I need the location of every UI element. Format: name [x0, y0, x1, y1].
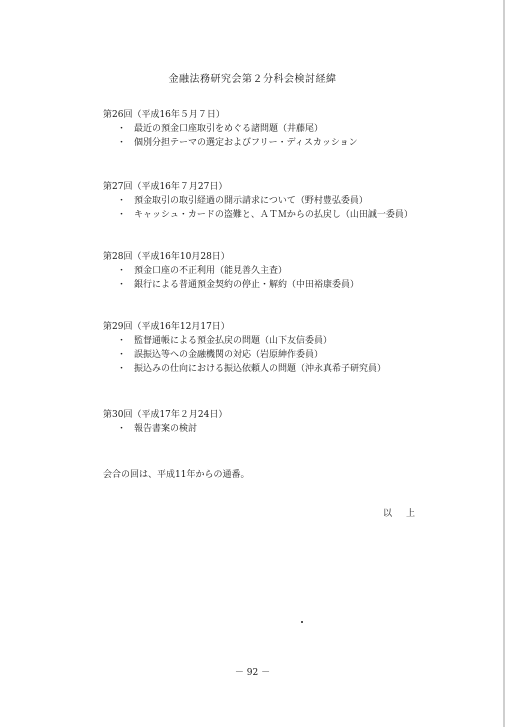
agenda-list — [103, 334, 433, 376]
bullet-mark: ・ — [117, 350, 127, 360]
agenda-item-text: キャッシュ・カードの盗難と、ＡＴＭからの払戻し（山田誠一委員） — [134, 210, 413, 220]
agenda-item-text: 報告書案の検討 — [134, 424, 198, 434]
meeting-heading: 第30回（平成17年２月24日） — [103, 410, 228, 420]
agenda-item — [103, 348, 433, 362]
bullet-mark: ・ — [117, 336, 127, 346]
closing-mark: 以上 — [383, 509, 430, 519]
agenda-item-text: 振込みの仕向における振込依頼人の問題（沖永真希子研究員） — [134, 364, 387, 374]
meeting-section-26 — [103, 108, 433, 150]
meeting-heading: 第29回（平成16年12月17日） — [103, 322, 230, 332]
agenda-list — [103, 264, 433, 292]
scan-speck — [301, 621, 303, 623]
agenda-list — [103, 122, 433, 150]
meeting-section-28 — [103, 250, 433, 292]
document-title: 金融法務研究会第２分科会検討経緯 — [168, 74, 337, 85]
meeting-section-29 — [103, 320, 433, 376]
agenda-item — [103, 208, 433, 222]
agenda-item — [103, 136, 433, 150]
agenda-item — [103, 334, 433, 348]
agenda-item-text: 最近の預金口座取引をめぐる諸問題（井藤尾） — [134, 124, 324, 134]
bullet-mark: ・ — [117, 124, 127, 134]
agenda-item-text: 監督通帳による預金払戻の問題（山下友信委員） — [134, 336, 333, 346]
agenda-item-text: 個別分担テーマの選定およびフリー・ディスカッション — [134, 138, 358, 148]
agenda-item — [103, 362, 433, 376]
bullet-mark: ・ — [117, 138, 127, 148]
agenda-item-text: 預金口座の不正利用（能見善久主査） — [134, 266, 288, 276]
agenda-list — [103, 194, 433, 222]
agenda-item-text: 預金取引の取引経過の開示請求について（野村豊弘委員） — [134, 196, 368, 206]
page-number: － 92 － — [234, 668, 271, 678]
agenda-item — [103, 422, 433, 436]
agenda-item — [103, 122, 433, 136]
agenda-item — [103, 278, 433, 292]
numbering-note: 会合の回は、平成11年からの通番。 — [103, 470, 250, 480]
bullet-mark: ・ — [117, 280, 127, 290]
agenda-item — [103, 194, 433, 208]
bullet-mark: ・ — [117, 424, 127, 434]
agenda-item-text: 誤振込等への金融機関の対応（岩原紳作委員） — [134, 350, 324, 360]
bullet-mark: ・ — [117, 210, 127, 220]
meeting-heading: 第27回（平成16年７月27日） — [103, 182, 228, 192]
agenda-list — [103, 422, 433, 436]
meeting-section-30 — [103, 408, 433, 436]
meeting-heading: 第28回（平成16年10月28日） — [103, 252, 230, 262]
agenda-item-text: 銀行による普通預金契約の停止・解約（中田裕康委員） — [134, 280, 360, 290]
bullet-mark: ・ — [117, 266, 127, 276]
bullet-mark: ・ — [117, 196, 127, 206]
meeting-heading: 第26回（平成16年５月７日） — [103, 110, 225, 120]
bullet-mark: ・ — [117, 364, 127, 374]
agenda-item — [103, 264, 433, 278]
meeting-section-27 — [103, 180, 433, 222]
